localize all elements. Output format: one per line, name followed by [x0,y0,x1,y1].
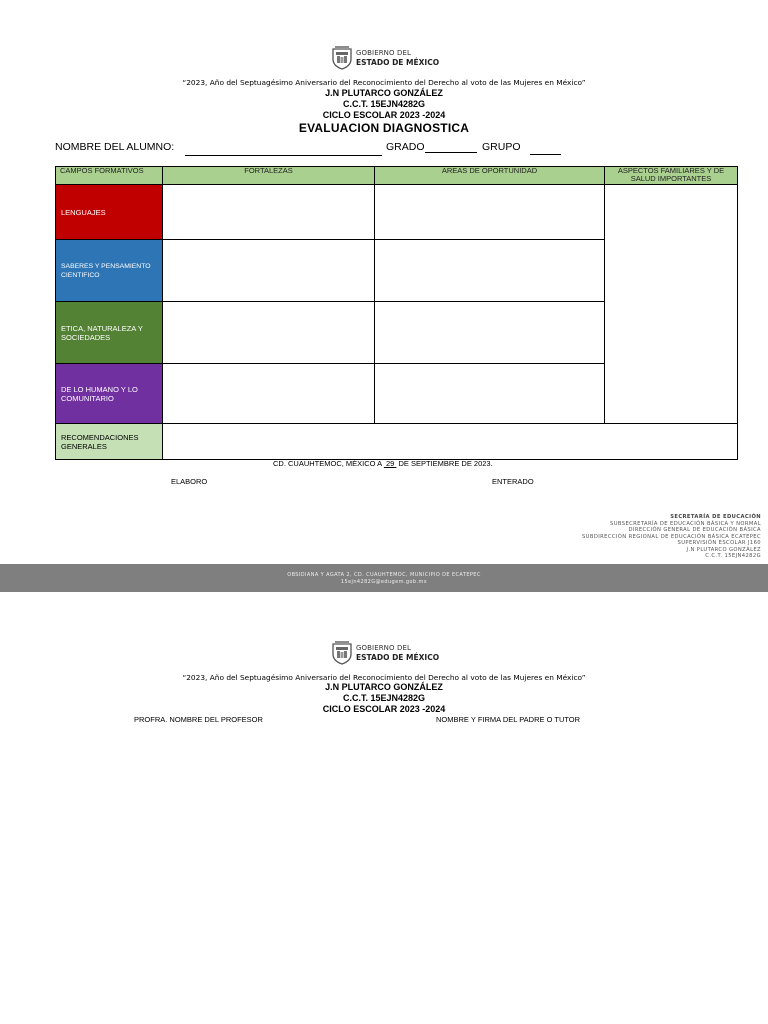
coat-of-arms-icon [331,46,353,70]
recomendaciones-label: RECOMENDACIONES GENERALES [56,424,163,460]
evaluation-table [55,166,738,460]
signature-elaboro: ELABORO [171,477,208,486]
header-campos: CAMPOS FORMATIVOS [56,167,163,185]
signature-enterado: ENTERADO [492,477,534,486]
footer-address: OBSIDIANA Y AGATA 2, CD. CUAUHTEMOC, MUNICIPIO DE ECATEPEC [287,572,481,578]
campo-etica: ETICA, NATURALEZA Y SOCIEDADES [56,302,163,364]
logo-line-1: GOBIERNO DEL [356,49,411,57]
header-aspectos: ASPECTOS FAMILIARES Y DE SALUD IMPORTANTES [605,167,738,185]
grado-label: GRADO [386,141,425,153]
date-day: 29 [385,459,395,468]
page-title: EVALUACION DIAGNOSTICA [298,121,470,135]
secretaria-line: SUBDIRECCIÓN REGIONAL DE EDUCACIÓN BÁSICA ECATEPEC [581,533,761,540]
grado-field[interactable] [425,152,477,153]
areas-cell[interactable] [375,364,605,424]
logo-line-2: ESTADO DE MÉXICO [356,653,440,662]
campo-humano: DE LO HUMANO Y LO COMUNITARIO [56,364,163,424]
school-cycle-page2: CICLO ESCOLAR 2023 -2024 [322,704,446,714]
motto: “2023, Año del Septuagésimo Aniversario del Reconocimiento del Derecho al voto de las Mujeres en México” [182,78,586,87]
areas-cell[interactable] [375,240,605,302]
school-name: J.N PLUTARCO GONZÁLEZ [325,88,443,98]
secretaria-line: SUBSECRETARÍA DE EDUCACIÓN BÁSICA Y NORMAL [610,520,761,527]
fortalezas-cell[interactable] [163,364,375,424]
secretaria-block [582,514,761,560]
date-suffix: DE SEPTIEMBRE DE 2023. [398,459,493,468]
student-name-label: NOMBRE DEL ALUMNO: [55,141,175,153]
secretaria-title: SECRETARÍA DE EDUCACIÓN [670,514,761,520]
grupo-label: GRUPO [482,141,521,153]
header-areas: AREAS DE OPORTUNIDAD [375,167,605,185]
secretaria-line: J.N PLUTARCO GONZÁLEZ [686,546,761,553]
campo-saberes: SABERES Y PENSAMIENTO CIENTIFICO [56,240,163,302]
secretaria-line: SUPERVISIÓN ESCOLAR J160 [677,540,761,546]
fortalezas-cell[interactable] [163,185,375,240]
fortalezas-cell[interactable] [163,240,375,302]
logo-line-2: ESTADO DE MÉXICO [356,58,440,67]
school-name-page2: J.N PLUTARCO GONZÁLEZ [325,682,443,692]
recomendaciones-cell[interactable] [163,424,738,460]
date-prefix: CD. CUAUHTEMOC, MÉXICO A [273,459,382,468]
footer-bar [0,564,768,592]
secretaria-line: C.C.T. 15EJN4282G [705,553,761,559]
fortalezas-cell[interactable] [163,302,375,364]
date-line [273,459,493,468]
signature-profesor: PROFRA. NOMBRE DEL PROFESOR [134,715,263,724]
campo-lenguajes: LENGUAJES [56,185,163,240]
coat-of-arms-icon [331,641,353,665]
secretaria-line: DIRECCIÓN GENERAL DE EDUCACIÓN BÁSICA [628,527,761,533]
header-fortalezas: FORTALEZAS [163,167,375,185]
student-name-field[interactable] [185,155,382,156]
aspectos-cell[interactable] [605,185,738,424]
motto-page2: “2023, Año del Septuagésimo Aniversario del Reconocimiento del Derecho al voto de las Mujeres en México” [182,673,586,682]
grupo-field[interactable] [530,154,561,155]
school-cycle: CICLO ESCOLAR 2023 -2024 [322,110,446,120]
government-logo [331,46,439,70]
logo-line-1: GOBIERNO DEL [356,644,411,652]
footer-email: 15ejn4282G@edugem.gob.mx [340,579,428,585]
school-cct: C.C.T. 15EJN4282G [342,99,426,109]
areas-cell[interactable] [375,185,605,240]
areas-cell[interactable] [375,302,605,364]
government-logo-page2 [331,641,439,665]
signature-padre: NOMBRE Y FIRMA DEL PADRE O TUTOR [436,715,581,724]
school-cct-page2: C.C.T. 15EJN4282G [342,693,426,703]
